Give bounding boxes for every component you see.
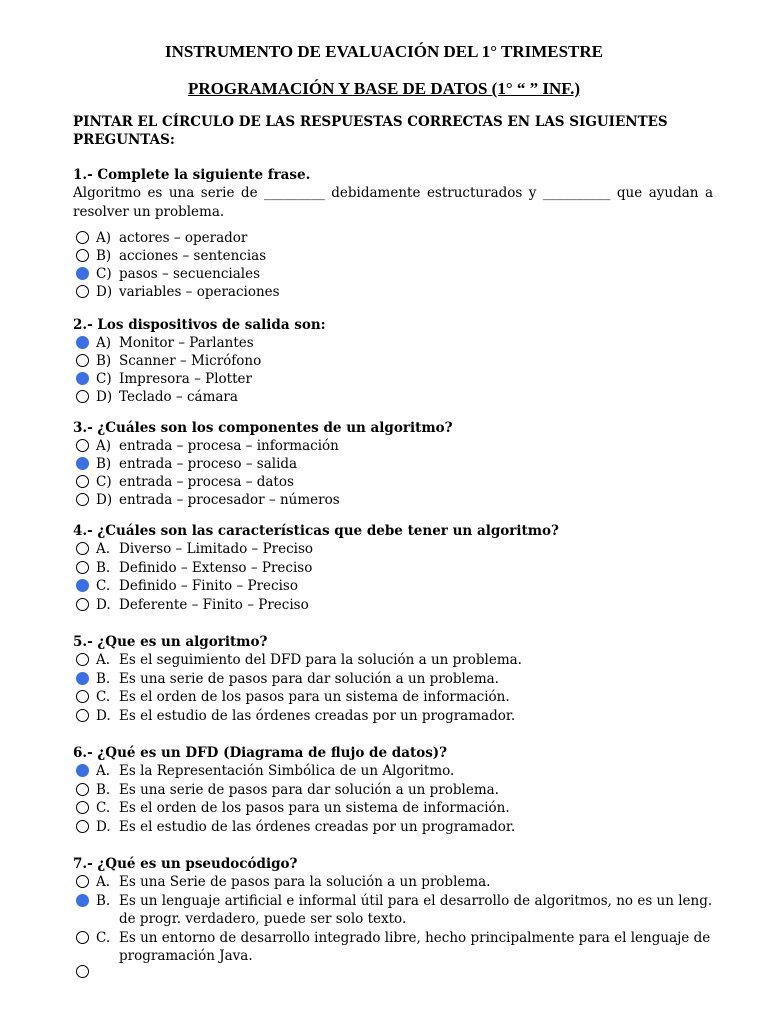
option-text: acciones – sentencias: [119, 248, 267, 264]
empty-circle-icon[interactable]: [76, 875, 89, 888]
answer-option[interactable]: [73, 596, 713, 615]
option-text: Es el seguimiento del DFD para la solución a un problema.: [119, 652, 522, 668]
option-text: Es una Serie de pasos para la solución a un problema.: [119, 874, 491, 890]
empty-circle-icon[interactable]: [76, 439, 89, 452]
question-2: [73, 316, 713, 406]
option-text: Es el orden de los pasos para un sistema de información.: [119, 689, 510, 705]
question-title: 7.- ¿Qué es un pseudocódigo?: [73, 856, 298, 872]
answer-option[interactable]: [73, 577, 713, 596]
question-7: [73, 855, 713, 966]
option-text: Es una serie de pasos para dar solución a un problema.: [119, 670, 499, 687]
question-title: 4.- ¿Cuáles son las características que debe tener un algoritmo?: [73, 523, 559, 539]
option-letter: D): [96, 492, 113, 508]
question-title: 3.- ¿Cuáles son los componentes de un algoritmo?: [73, 420, 453, 436]
option-text: Monitor – Parlantes: [119, 335, 254, 351]
question-title: 1.- Complete la siguiente frase.: [73, 167, 311, 183]
answer-options: [73, 873, 713, 966]
option-text: Es la Representación Simbólica de un Algoritmo.: [119, 763, 455, 779]
filled-circle-icon[interactable]: [76, 894, 89, 907]
option-letter: A.: [96, 874, 111, 890]
option-letter: D): [96, 284, 113, 300]
answer-option[interactable]: [73, 762, 713, 781]
answer-option[interactable]: [73, 892, 713, 929]
option-letter: B.: [96, 670, 111, 687]
filled-circle-icon[interactable]: [76, 336, 89, 349]
option-letter: B.: [96, 559, 111, 576]
option-letter: A.: [96, 541, 111, 557]
filled-circle-icon[interactable]: [76, 457, 89, 470]
filled-circle-icon[interactable]: [76, 764, 89, 777]
option-text: Scanner – Micrófono: [119, 353, 262, 369]
option-text: entrada – procesador – números: [119, 492, 340, 508]
option-letter: B.: [96, 892, 111, 909]
answer-options: [73, 229, 713, 301]
question-text: Algoritmo es una serie de _________ debidamente estructurados y __________ que ayudan a resolver un problema.: [73, 185, 713, 220]
empty-circle-icon[interactable]: [76, 931, 89, 944]
answer-option[interactable]: [73, 247, 713, 265]
question-5: [73, 633, 713, 725]
answer-option[interactable]: [73, 688, 713, 707]
answer-option[interactable]: [73, 265, 713, 283]
answer-option[interactable]: [73, 929, 713, 966]
empty-circle-icon[interactable]: [76, 690, 89, 703]
option-text: Definido – Extenso – Preciso: [119, 559, 313, 576]
option-letter: D): [96, 389, 113, 405]
empty-circle-icon[interactable]: [76, 598, 89, 611]
option-text: Teclado – cámara: [119, 389, 238, 405]
answer-options: [73, 540, 713, 614]
option-letter: C.: [96, 800, 111, 816]
empty-circle-icon[interactable]: [76, 249, 89, 262]
option-letter: A.: [96, 763, 111, 779]
empty-circle-icon[interactable]: [76, 801, 89, 814]
option-text: Es el estudio de las órdenes creadas por un programador.: [119, 818, 516, 835]
option-text: variables – operaciones: [119, 284, 280, 300]
option-letter: D.: [96, 818, 111, 835]
option-text: pasos – secuenciales: [119, 266, 261, 282]
answer-option[interactable]: [73, 670, 713, 689]
answer-option[interactable]: [73, 491, 713, 509]
empty-circle-icon[interactable]: [76, 493, 89, 506]
answer-option[interactable]: [73, 473, 713, 491]
answer-options: [73, 437, 713, 509]
answer-option[interactable]: [73, 455, 713, 473]
empty-circle-icon[interactable]: [76, 783, 89, 796]
answer-option[interactable]: [73, 437, 713, 455]
answer-option[interactable]: [73, 370, 713, 388]
option-text: Es el estudio de las órdenes creadas por un programador.: [119, 707, 516, 724]
option-letter: C): [96, 266, 112, 282]
answer-options: [73, 762, 713, 836]
answer-option[interactable]: [73, 873, 713, 892]
answer-option[interactable]: [73, 651, 713, 670]
empty-circle-icon[interactable]: [76, 820, 89, 833]
empty-circle-icon[interactable]: [76, 709, 89, 722]
answer-options: [73, 651, 713, 725]
answer-option[interactable]: [73, 818, 713, 837]
option-letter: D.: [96, 596, 111, 613]
empty-circle-icon[interactable]: [76, 542, 89, 555]
empty-circle-icon[interactable]: [76, 390, 89, 403]
empty-circle-icon[interactable]: [76, 354, 89, 367]
question-title: 5.- ¿Que es un algoritmo?: [73, 634, 268, 650]
option-letter: A): [96, 230, 112, 246]
answer-option[interactable]: [73, 388, 713, 406]
option-letter: C): [96, 371, 112, 387]
empty-circle-icon[interactable]: [76, 285, 89, 298]
page-subtitle: PROGRAMACIÓN Y BASE DE DATOS (1° “ ” INF.): [187, 79, 580, 98]
option-text: actores – operador: [119, 230, 248, 246]
option-text: entrada – proceso – salida: [119, 456, 298, 472]
empty-circle-icon[interactable]: [76, 231, 89, 244]
answer-option[interactable]: [73, 352, 713, 370]
question-title: 2.- Los dispositivos de salida son:: [73, 317, 326, 333]
option-text: Impresora – Plotter: [119, 371, 252, 387]
empty-circle-icon[interactable]: [76, 561, 89, 574]
option-letter: A): [96, 438, 112, 454]
filled-circle-icon[interactable]: [76, 672, 89, 685]
option-letter: C.: [96, 929, 111, 946]
empty-circle-icon[interactable]: [76, 475, 89, 488]
option-text: entrada – procesa – información: [119, 438, 339, 454]
option-text: Definido – Finito – Preciso: [119, 578, 298, 594]
option-text: Diverso – Limitado – Preciso: [119, 541, 314, 557]
filled-circle-icon[interactable]: [76, 579, 89, 592]
option-letter: B.: [96, 781, 111, 798]
question-6: [73, 744, 713, 836]
option-letter: C.: [96, 578, 111, 594]
answer-option[interactable]: [73, 559, 713, 578]
option-text: Es una serie de pasos para dar solución a un problema.: [119, 781, 499, 798]
answer-option[interactable]: [73, 283, 713, 301]
instructions: PINTAR EL CÍRCULO DE LAS RESPUESTAS CORRECTAS EN LAS SIGUIENTES PREGUNTAS:: [73, 114, 668, 148]
page-title: INSTRUMENTO DE EVALUACIÓN DEL 1° TRIMESTRE: [164, 42, 604, 61]
answer-option[interactable]: [73, 540, 713, 559]
answer-option[interactable]: [73, 781, 713, 800]
question-title: 6.- ¿Qué es un DFD (Diagrama de flujo de datos)?: [73, 745, 448, 761]
empty-circle-icon[interactable]: [76, 653, 89, 666]
question-4: [73, 522, 713, 614]
answer-option[interactable]: [73, 707, 713, 726]
option-text: Es un lenguaje artificial e informal útil para el desarrollo de algoritmos, no es un leng. de progr. verdadero, puede ser solo texto.: [119, 892, 713, 927]
filled-circle-icon[interactable]: [76, 267, 89, 280]
option-letter: D.: [96, 707, 111, 724]
option-text: Deferente – Finito – Preciso: [119, 596, 309, 613]
option-letter: B): [96, 353, 112, 369]
option-text: entrada – procesa – datos: [119, 474, 294, 490]
option-letter: C): [96, 474, 112, 490]
option-letter: A.: [96, 652, 111, 668]
option-text: Es el orden de los pasos para un sistema de información.: [119, 800, 510, 816]
answer-option[interactable]: [73, 799, 713, 818]
option-letter: C.: [96, 689, 111, 705]
filled-circle-icon[interactable]: [76, 372, 89, 385]
answer-option[interactable]: [73, 229, 713, 247]
option-letter: A): [96, 335, 112, 351]
answer-option[interactable]: [73, 334, 713, 352]
option-text: Es un entorno de desarrollo integrado libre, hecho principalmente para el lenguaje de programación Java.: [119, 929, 711, 964]
option-letter: B): [96, 248, 112, 264]
empty-answer-circle[interactable]: [76, 965, 89, 978]
question-3: [73, 419, 713, 509]
answer-options: [73, 334, 713, 406]
question-1: [73, 166, 713, 301]
option-letter: B): [96, 456, 112, 472]
